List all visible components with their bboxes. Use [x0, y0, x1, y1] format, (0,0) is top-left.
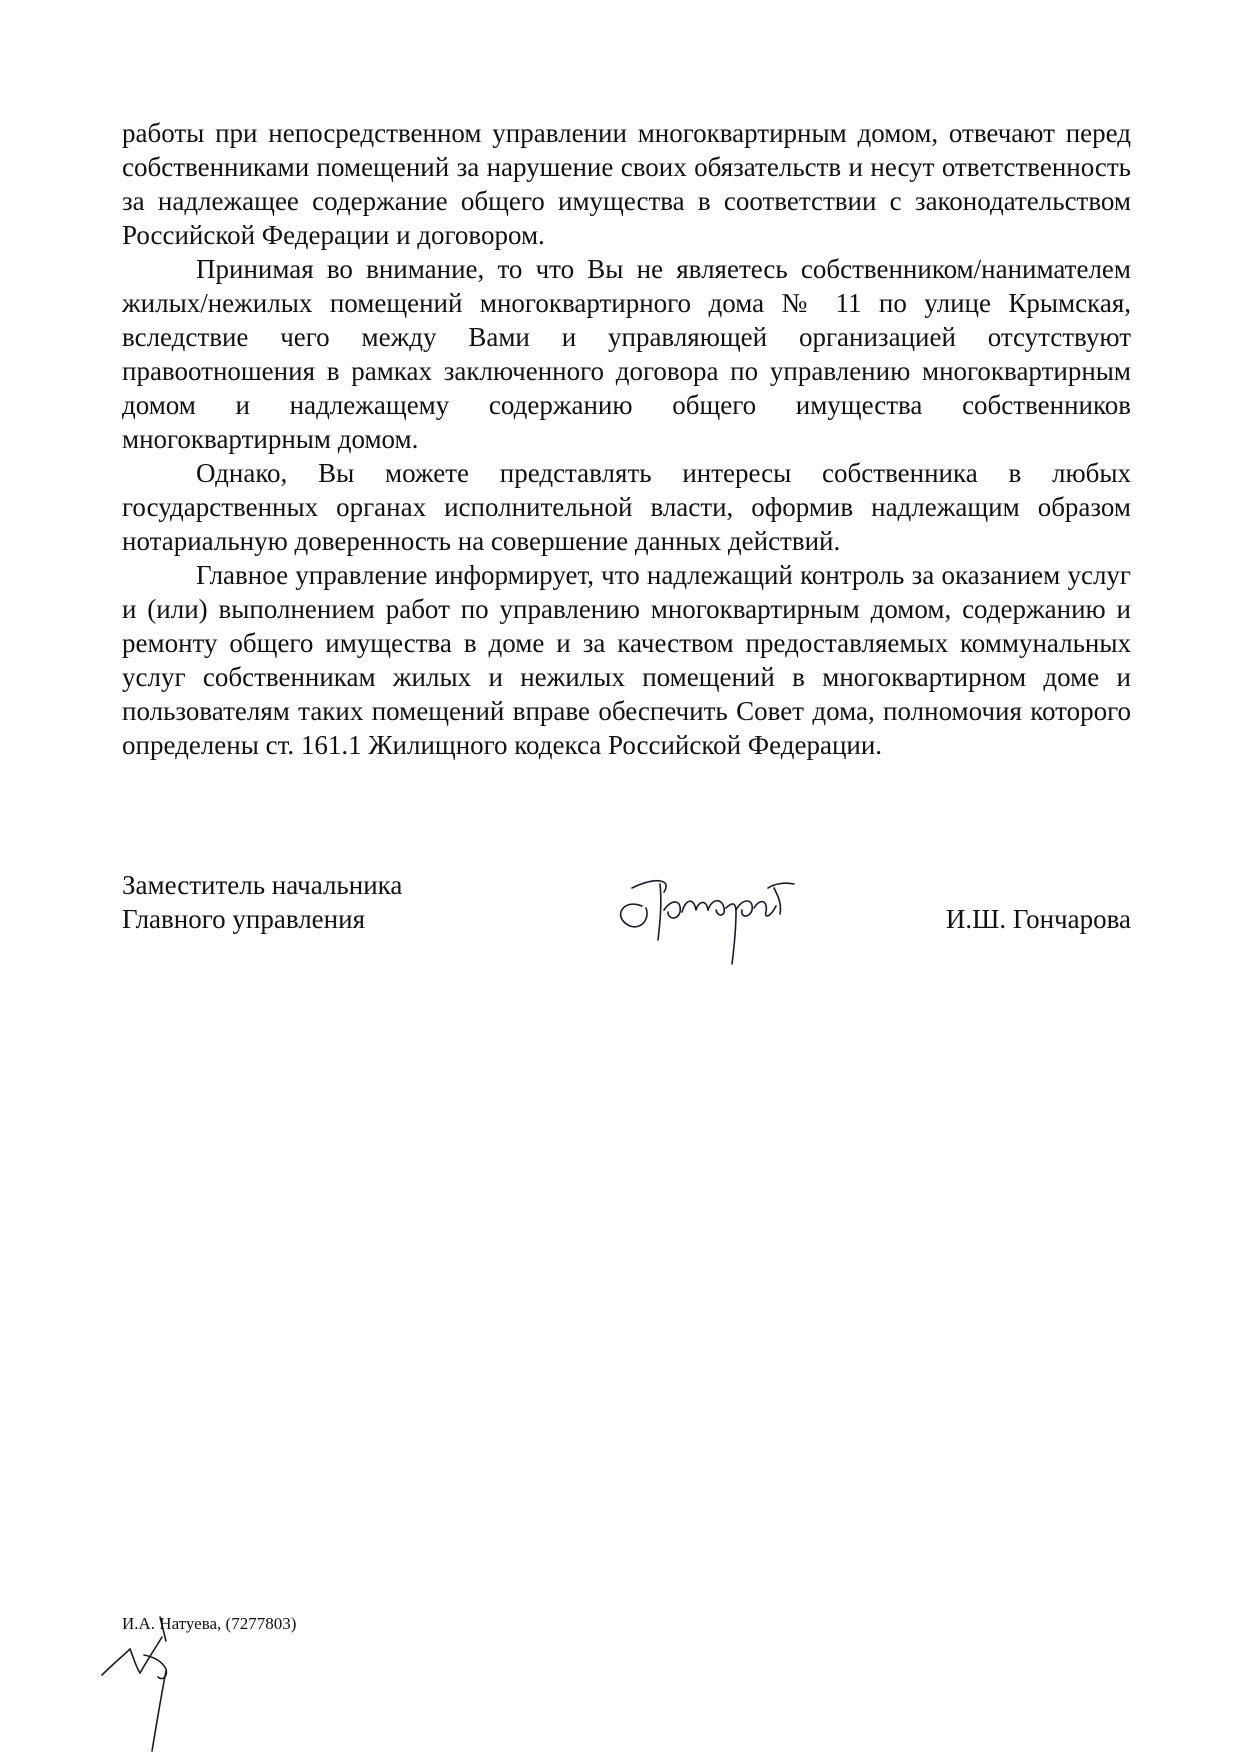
- signature-block: [122, 868, 1131, 968]
- position-line-2: Главного управления: [122, 904, 365, 934]
- executor-info: И.А. Натуева, (7277803): [122, 1614, 297, 1633]
- handwritten-initials-icon: [100, 1615, 200, 1755]
- position-line-1: Заместитель начальника: [122, 870, 403, 900]
- paragraph-3: Однако, Вы можете представлять интересы собственника в любых государственных органах исполнительной власти, оформив надлежащим образом нотариальную доверенность на совершение данных действий.: [122, 458, 1131, 556]
- signatory-name: И.Ш. Гончарова: [945, 904, 1131, 934]
- handwritten-signature-icon: [602, 858, 822, 968]
- letter-body: [122, 116, 1131, 762]
- signatory-position: [122, 868, 402, 936]
- paragraph-2: Принимая во внимание, то что Вы не являетесь собственником/нанимателем жилых/нежилых помещений многоквартирного дома № 11 по улице Крымская, вследствие чего между Вами и управляющей организацией отсутствуют правоотношения в рамках заключенного договора по управлению многоквартирным домом и надлежащему содержанию общего имущества собственников многоквартирным домом.: [122, 254, 1131, 454]
- paragraph-4: Главное управление информирует, что надлежащий контроль за оказанием услуг и (или) выполнением работ по управлению многоквартирным домом, содержанию и ремонту общего имущества в доме и за качеством предоставляемых коммунальных услуг собственникам жилых и нежилых помещений в многоквартирном доме и пользователям таких помещений вправе обеспечить Совет дома, полномочия которого определены ст. 161.1 Жилищного кодекса Российской Федерации.: [122, 560, 1131, 760]
- paragraph-1: работы при непосредственном управлении многоквартирным домом, отвечают перед собственниками помещений за нарушение своих обязательств и несут ответственность за надлежащее содержание общего имущества в соответствии с законодательством Российской Федерации и договором.: [122, 118, 1131, 250]
